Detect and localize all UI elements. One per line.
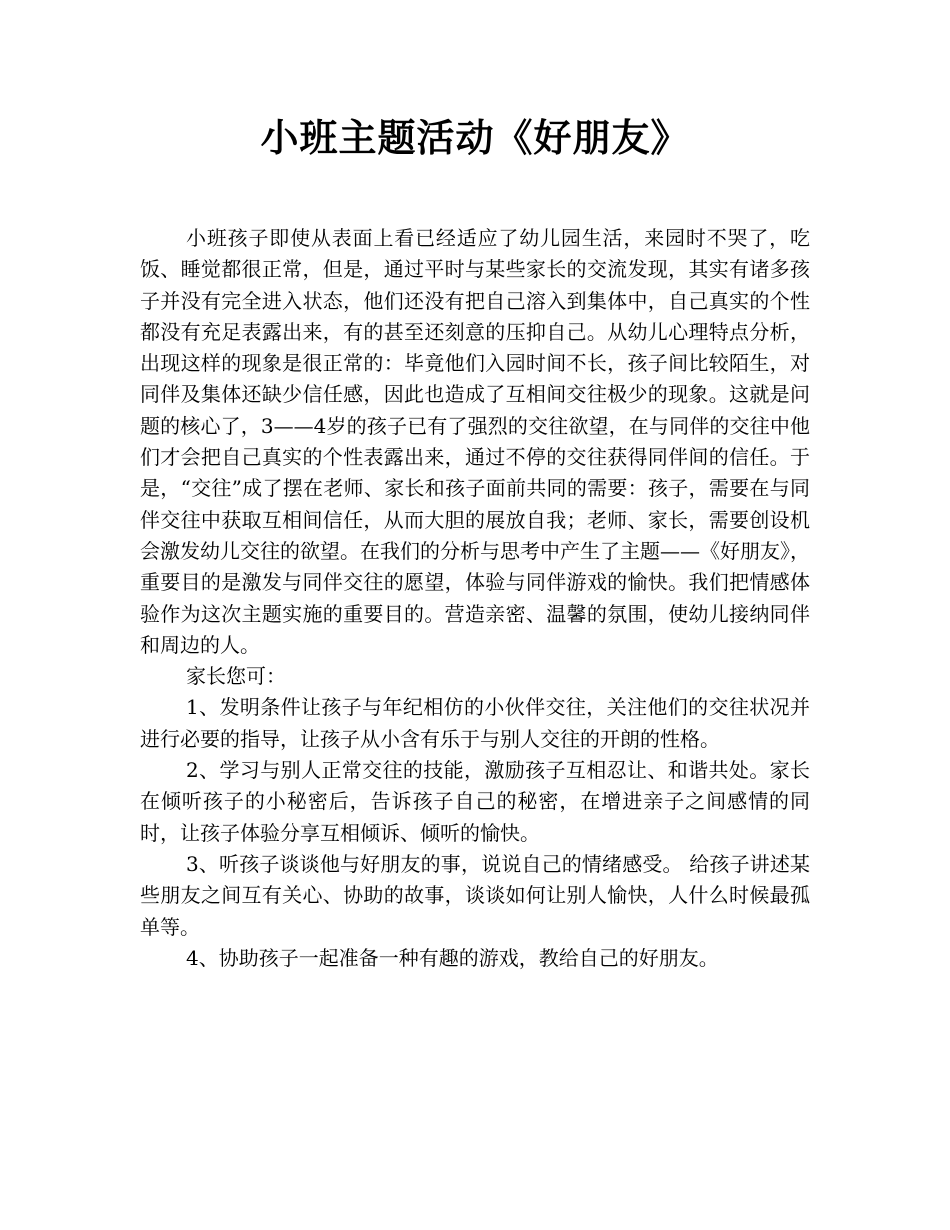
document-title: 小班主题活动《好朋友》 [260,115,690,160]
intro-paragraph: 小班孩子即使从表面上看已经适应了幼儿园生活，来园时不哭了，吃饭、睡觉都很正常，但是，通过平时与某些家长的交流发现，其实有诸多孩子并没有完全进入状态，他们还没有把自己溶入到集体中，自己真实的个性都没有充足表露出来，有的甚至还刻意的压抑自己。从幼儿心理特点分析，出现这样的现象是很正常的：毕竟他们入园时间不长，孩子间比较陌生，对同伴及集体还缺少信任感，因此也造成了互相间交往极少的现象。这就是问题的核心了，3——4岁的孩子已有了强烈的交往欲望，在与同伴的交往中他们才会把自己真实的个性表露出来，通过不停的交往获得同伴间的信任。于是，“交往”成了摆在老师、家长和孩子面前共同的需要：孩子，需要在与同伴交往中获取互相间信任，从而大胆的展放自我；老师、家长，需要创设机会激发幼儿交往的欲望。在我们的分析与思考中产生了主题——《好朋友》，重要目的是激发与同伴交往的愿望，体验与同伴游戏的愉快。我们把情感体验作为这次主题实施的重要目的。营造亲密、温馨的氛围，使幼儿接纳同伴和周边的人。 [140,226,810,657]
suggestion-item-3: 3、听孩子谈谈他与好朋友的事，说说自己的情绪感受。 给孩子讲述某些朋友之间互有关心、协助的故事，谈谈如何让别人愉快，人什么时候最孤单等。 [140,851,810,939]
document-body [140,223,810,974]
suggestion-item-1: 1、发明条件让孩子与年纪相仿的小伙伴交往，关注他们的交往状况并进行必要的指导，让孩子从小含有乐于与别人交往的开朗的性格。 [140,695,810,751]
parents-heading: 家长您可： [186,664,286,689]
suggestion-item-2: 2、学习与别人正常交往的技能，激励孩子互相忍让、和谐共处。家长在倾听孩子的小秘密后，告诉孩子自己的秘密，在增进亲子之间感情的同时，让孩子体验分享互相倾诉、倾听的愉快。 [140,758,810,845]
suggestion-item-4: 4、协助孩子一起准备一种有趣的游戏，教给自己的好朋友。 [186,945,719,970]
